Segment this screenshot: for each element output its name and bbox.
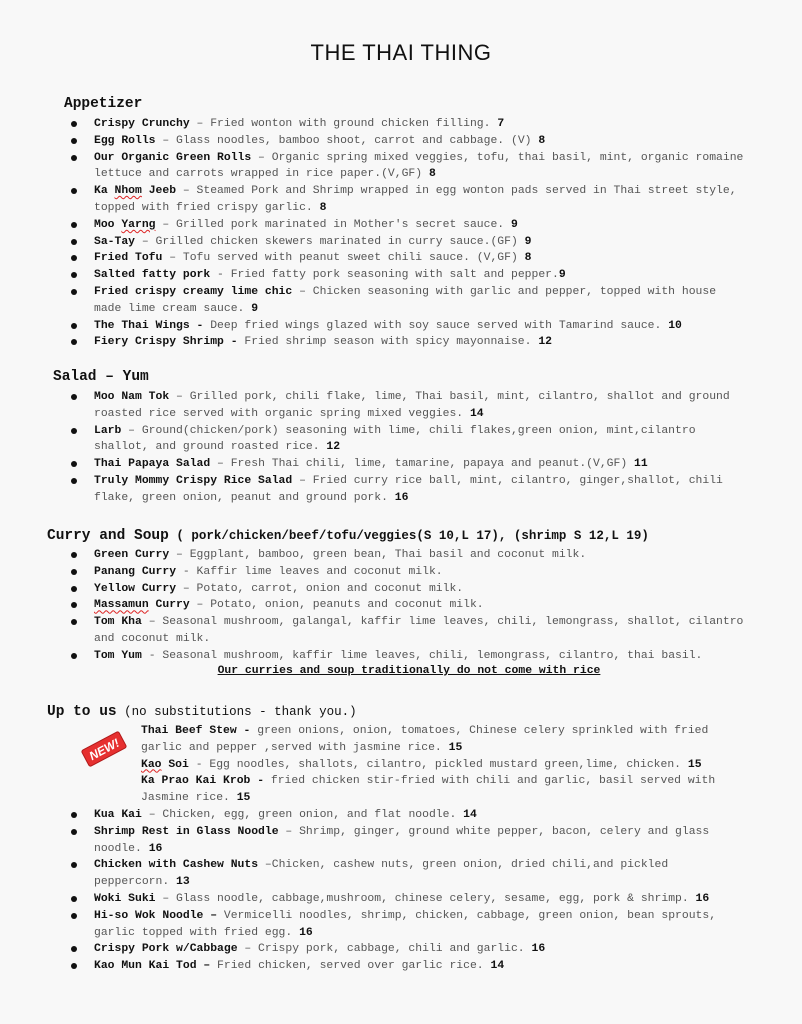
item-desc: – Shrimp, ginger, ground white pepper, bacon, celery and glass noodle. — [94, 825, 710, 855]
item-desc: Deep fried wings glazed with soy sauce served with Tamarind sauce. — [203, 319, 669, 332]
item-price: 11 — [634, 458, 648, 471]
menu-item — [141, 773, 741, 807]
item-name: Yellow Curry — [94, 582, 177, 595]
item-desc: - Fried fatty pork seasoning with salt and pepper. — [210, 269, 559, 282]
item-name — [94, 219, 156, 231]
menu-item — [94, 217, 744, 234]
item-desc: – Ground(chicken/pork) seasoning with lime, chili flakes,green onion, mint,cilantro shallot, and ground roasted rice. — [94, 424, 696, 454]
item-name: Tom Kha — [94, 616, 142, 629]
item-name-part: Kao — [141, 758, 162, 771]
menu-item — [94, 334, 744, 351]
item-desc: – Tofu served with peanut sweet chili sauce. (V,GF) — [162, 252, 525, 265]
menu-item — [94, 941, 744, 958]
new-badge-icon — [79, 729, 128, 769]
menu-item — [94, 250, 744, 267]
item-name: Shrimp Rest in Glass Noodle — [94, 825, 279, 838]
item-name: Fried crispy creamy lime chic — [94, 285, 293, 298]
menu-item — [94, 547, 744, 564]
item-desc: – Organic spring mixed veggies, tofu, thai basil, mint, organic romaine lettuce and carrots wrapped in rice paper.(V,GF) — [94, 151, 744, 181]
item-desc: – Crispy pork, cabbage, chili and garlic. — [237, 943, 532, 956]
item-name: Ka Prao Kai Krob - — [141, 775, 265, 788]
item-name: Larb — [94, 424, 122, 437]
upto-heading-label: Up to us — [47, 704, 117, 720]
menu-item — [94, 267, 744, 284]
item-name-part: Nhom — [114, 185, 142, 198]
item-desc: – Chicken, egg, green onion, and flat noodle. — [141, 809, 464, 821]
menu-item — [94, 958, 744, 975]
item-desc: –Chicken, cashew nuts, green onion, dried chili,and pickled peppercorn. — [94, 859, 669, 889]
menu-item — [94, 423, 744, 457]
item-name: Crispy Pork w/Cabbage — [94, 943, 238, 956]
item-price: 13 — [176, 876, 190, 889]
menu-item — [94, 908, 744, 942]
item-name-part: Massamun — [94, 599, 149, 612]
item-desc: – Potato, onion, peanuts and coconut milk. — [189, 599, 484, 612]
menu-item — [94, 807, 744, 824]
item-desc: – Potato, carrot, onion and coconut milk. — [176, 582, 464, 595]
section-heading-appetizer: Appetizer — [64, 96, 143, 112]
menu-item — [141, 757, 741, 774]
item-desc: Fried shrimp season with spicy mayonnaise. — [237, 336, 539, 349]
item-name: Panang Curry — [94, 565, 177, 578]
rice-note: Our curries and soup traditionally do not come with rice — [217, 665, 601, 677]
item-name: Chicken with Cashew Nuts — [94, 859, 259, 872]
item-desc: - Seasonal mushroom, kaffir lime leaves, chili, lemongrass, cilantro, thai basil. — [141, 649, 703, 662]
item-name: The Thai Wings - — [94, 319, 204, 332]
item-desc: – Grilled chicken skewers marinated in curry sauce.(GF) — [135, 235, 525, 248]
item-price: 12 — [326, 441, 341, 454]
item-desc: – Fried curry rice ball, mint, cilantro, ginger,shallot, chili flake, green onion, peanut and ground pork. — [94, 474, 723, 504]
item-price: 9 — [251, 302, 259, 315]
section-heading-upto — [47, 704, 357, 720]
item-name: Hi-so Wok Noodle – — [94, 909, 218, 922]
item-price: 16 — [148, 842, 163, 855]
item-price: 7 — [497, 118, 505, 130]
item-name — [94, 599, 190, 611]
item-name-part: Jeeb — [141, 185, 177, 198]
menu-item — [94, 564, 744, 581]
item-name-part: Soi — [161, 758, 189, 771]
menu-item — [94, 234, 744, 251]
upto-note: (no substitutions - thank you.) — [116, 705, 357, 719]
item-name: Thai Papaya Salad — [94, 458, 211, 471]
item-price: 8 — [428, 168, 436, 181]
item-name-part: Moo — [94, 218, 122, 231]
item-name: Fiery Crispy Shrimp - — [94, 336, 238, 349]
menu-item — [94, 456, 744, 473]
item-price: 10 — [668, 319, 682, 332]
item-desc: – Glass noodles, bamboo shoot, carrot and cabbage. (V) — [155, 134, 539, 147]
item-name-part: Ka — [94, 185, 115, 198]
item-price: 14 — [463, 809, 477, 821]
item-price: 15 — [687, 758, 702, 771]
menu-item — [94, 597, 744, 614]
item-name — [94, 185, 176, 197]
item-name-part: Curry — [148, 599, 190, 612]
menu-item — [94, 318, 744, 335]
item-desc: – Eggplant, bamboo, green bean, Thai basil and coconut milk. — [169, 549, 587, 561]
item-name — [141, 759, 189, 771]
curry-pricing: ( pork/chicken/beef/tofu/veggies(S 10,L 17), (shrimp S 12,L 19) — [168, 529, 649, 543]
item-price: 8 — [538, 134, 546, 147]
item-name: Fried Tofu — [94, 252, 163, 265]
appetizer-list — [94, 116, 744, 351]
menu-item — [94, 581, 744, 598]
item-price: 8 — [319, 201, 327, 214]
new-badge-text: NEW! — [86, 735, 122, 764]
item-desc: Vermicelli noodles, shrimp, chicken, cabbage, green onion, bean sprouts, garlic topped with fried egg. — [94, 909, 717, 939]
item-desc: – Fried wonton with ground chicken filling. — [189, 118, 498, 130]
item-desc: Fried chicken, served over garlic rice. — [210, 960, 491, 973]
section-heading-curry — [47, 528, 649, 544]
item-desc: – Steamed Pork and Shrimp wrapped in egg wonton pads served in Thai street style, topped with fried crispy garlic. — [94, 185, 737, 214]
item-name: Salted fatty pork — [94, 269, 211, 282]
item-name: Our Organic Green Rolls — [94, 151, 252, 164]
item-desc: – Seasonal mushroom, galangal, kaffir lime leaves, chili, lemongrass, shallot, cilantro and coconut milk. — [94, 616, 744, 645]
item-desc: - Kaffir lime leaves and coconut milk. — [176, 565, 443, 578]
item-name: Truly Mommy Crispy Rice Salad — [94, 474, 293, 487]
curry-heading-label: Curry and Soup — [47, 528, 169, 544]
salad-list — [94, 389, 744, 507]
menu-item — [141, 723, 741, 757]
menu-title: THE THAI THING — [310, 40, 492, 65]
item-price: 9 — [524, 235, 532, 248]
item-name: Kao Mun Kai Tod – — [94, 960, 211, 973]
item-desc: – Chicken seasoning with garlic and pepper, topped with house made lime cream sauce. — [94, 285, 717, 315]
item-desc: - Egg noodles, shallots, cilantro, pickled mustard green,lime, chicken. — [188, 758, 688, 771]
item-price: 16 — [394, 491, 409, 504]
item-price: 14 — [490, 960, 505, 973]
item-price: 15 — [448, 741, 463, 754]
menu-item — [94, 116, 744, 133]
menu-item — [94, 389, 744, 423]
item-name: Sa-Tay — [94, 235, 136, 248]
item-desc: – Grilled pork marinated in Mother's secret sauce. — [155, 218, 511, 231]
item-desc: fried chicken stir-fried with chili and garlic, basil served with Jasmine rice. — [141, 775, 716, 805]
menu-item — [94, 284, 744, 318]
menu-item — [94, 824, 744, 858]
item-name: Crispy Crunchy — [94, 118, 190, 130]
upto-list — [94, 807, 744, 975]
item-desc: green onions, onion, tomatoes, Chinese celery sprinkled with fried garlic and pepper ,served with jasmine rice. — [141, 725, 709, 754]
item-price: 16 — [531, 943, 546, 956]
menu-item — [94, 473, 744, 507]
section-heading-salad: Salad – Yum — [53, 369, 149, 385]
item-price: 15 — [236, 792, 251, 805]
item-price: 9 — [510, 218, 518, 231]
item-price: 14 — [469, 407, 484, 420]
item-name: Moo Nam Tok — [94, 391, 170, 403]
item-name: Egg Rolls — [94, 134, 156, 147]
item-name: Green Curry — [94, 549, 170, 561]
menu-item — [94, 183, 744, 217]
item-price: 8 — [524, 252, 532, 265]
new-items-list — [141, 723, 741, 807]
menu-item — [94, 150, 744, 184]
item-price: 16 — [695, 892, 710, 905]
item-name: Tom Yum — [94, 649, 142, 662]
item-name-part: Yarng — [121, 218, 156, 231]
menu-item — [94, 133, 744, 150]
curry-list — [94, 547, 744, 665]
item-name: Kua Kai — [94, 809, 142, 821]
item-desc: – Fresh Thai chili, lime, tamarine, papaya and peanut.(V,GF) — [210, 458, 635, 471]
item-name: Thai Beef Stew - — [141, 725, 251, 737]
menu-item — [94, 891, 744, 908]
item-price: 16 — [299, 926, 313, 939]
item-price: 12 — [538, 336, 552, 349]
menu-item — [94, 648, 744, 665]
item-price: 9 — [558, 269, 566, 282]
item-desc: – Glass noodle, cabbage,mushroom, chinese celery, sesame, egg, pork & shrimp. — [155, 892, 696, 905]
menu-item — [94, 857, 744, 891]
item-name: Woki Suki — [94, 892, 156, 905]
item-desc: – Grilled pork, chili flake, lime, Thai basil, mint, cilantro, shallot and ground roasted rice served with organic spring mixed veggies. — [94, 391, 730, 420]
menu-item — [94, 614, 744, 648]
